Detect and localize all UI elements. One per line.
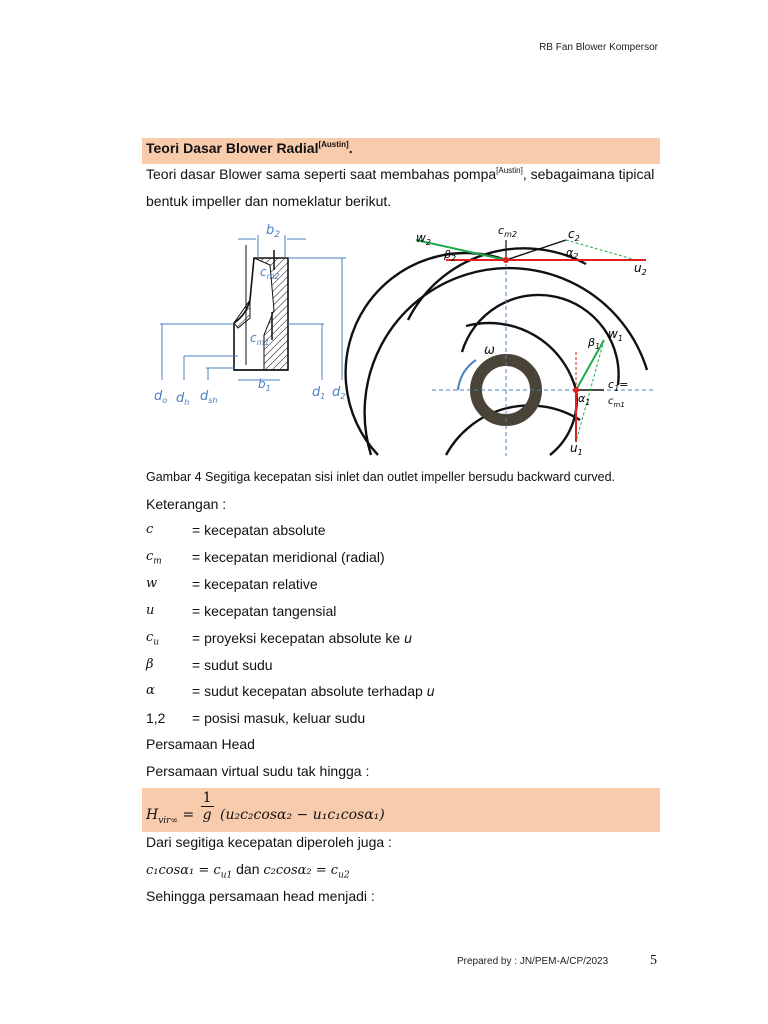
legend-symbol: w xyxy=(146,575,158,591)
legend-symbol: 1,2 xyxy=(146,710,166,727)
label-b2: $b_2$ xyxy=(266,223,280,240)
legend-definition: = kecepatan absolute xyxy=(192,522,326,538)
label-w1: $w_1$ xyxy=(608,327,623,343)
section-title: Teori Dasar Blower Radial[Austin]. xyxy=(146,140,353,156)
label-dh: $d_h$ xyxy=(176,391,190,407)
legend-symbol: β xyxy=(146,656,154,672)
legend-symbol: u xyxy=(146,602,155,618)
legend-definition: = posisi masuk, keluar sudu xyxy=(192,710,366,727)
figure-caption: Gambar 4 Segitiga kecepatan sisi inlet dan outlet impeller bersudu backward curved. xyxy=(146,470,616,484)
legend-definition: = sudut sudu xyxy=(192,656,273,673)
footer-prepared: Prepared by : JN/PEM-A/CP/2023 xyxy=(457,956,609,967)
label-dsh: $d_{sh}$ xyxy=(200,389,218,405)
label-cm1-inlet: $c_{m1}$ xyxy=(608,396,625,409)
legend-symbol: α xyxy=(146,683,155,699)
label-u2: $u_2$ xyxy=(634,261,647,277)
label-beta2: $\beta_2$ xyxy=(444,248,457,263)
impeller-figure xyxy=(146,220,660,460)
label-omega: ω xyxy=(484,343,495,358)
label-do: $d_o$ xyxy=(154,389,168,405)
label-c2: $c_2$ xyxy=(568,227,580,243)
label-cm2-outlet: $c_{m2}$ xyxy=(498,224,517,239)
virtual-equation-title: Persamaan virtual sudu tak hingga : xyxy=(146,763,370,779)
legend-symbol: $c_m$ xyxy=(146,548,162,567)
label-alpha1: $\alpha_1$ xyxy=(578,392,591,407)
triangle-text: Dari segitiga kecepatan diperoleh juga : xyxy=(146,834,392,850)
impeller-cross-section xyxy=(160,235,346,380)
c2-vector xyxy=(506,240,566,260)
legend-heading: Keterangan : xyxy=(146,496,227,512)
running-header: RB Fan Blower Kompersor xyxy=(539,42,658,53)
label-cm2: $c_{m2}$ xyxy=(260,265,280,281)
label-d1: $d_1$ xyxy=(312,385,326,401)
final-text: Sehingga persamaan head menjadi : xyxy=(146,888,375,904)
legend-definition: = kecepatan relative xyxy=(192,575,318,592)
legend-definition: = kecepatan meridional (radial) xyxy=(192,548,385,565)
label-cm1: $c_{m1}$ xyxy=(250,331,270,347)
head-equation: $H_{vir\infty}$ = $\frac{1}{g}$ (u₂c₂cosα₂ − u₁c₁cosα₁) xyxy=(146,790,385,826)
velocity-relations: $c_1\cos\alpha_1 = c_{u1}$ dan $c_2\cos\alpha_2 = c_{u2}$ xyxy=(146,861,350,881)
page-number: 5 xyxy=(650,953,657,968)
intro-paragraph-line2: bentuk impeller dan nomeklatur berikut. xyxy=(146,193,392,209)
label-d2: $d_2$ xyxy=(332,385,346,401)
legend-definition: = sudut kecepatan absolute terhadap u xyxy=(192,683,435,700)
head-equation-title: Persamaan Head xyxy=(146,736,255,752)
legend-symbol: c xyxy=(146,522,154,537)
label-u1: $u_1$ xyxy=(570,441,583,457)
legend-symbol: $c_u$ xyxy=(146,629,160,648)
intro-paragraph: Teori dasar Blower sama seperti saat membahas pompa[Austin], sebagaimana tipical xyxy=(146,166,655,182)
legend-definition: = proyeksi kecepatan absolute ke u xyxy=(192,629,412,646)
label-b1: $b_1$ xyxy=(258,377,271,393)
legend-definition: = kecepatan tangensial xyxy=(192,602,337,619)
label-c1: $c_1=$ xyxy=(608,378,629,393)
label-beta1: $\beta_1$ xyxy=(588,336,601,351)
label-alpha2: $\alpha_2$ xyxy=(566,246,579,261)
label-w2: $w_2$ xyxy=(416,231,431,247)
